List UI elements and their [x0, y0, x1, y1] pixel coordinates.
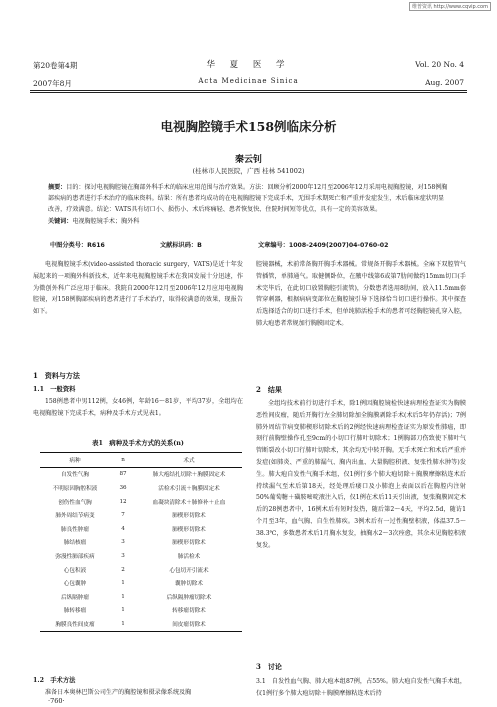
affiliation: (桂林市人民医院，广西 桂林 541002): [192, 167, 305, 175]
table-cell-procedure: 肺楔形切除术: [172, 513, 206, 520]
table-cell-n: 2: [121, 566, 125, 573]
header-rule: [30, 90, 467, 91]
abstract-text: 目的：探讨电视胸腔镜在胸部外科手术的临床应用范围与治疗效果。方法：回顾分析2000年12月至2006年12月采用电视胸腔镜，对158例胸部疾病的患者进行手术治疗的临床资料。结果：所有患者均成功的在电视胸腔镜下完成手术，无围手术期死亡和严重并发症发生，术后临床症状明显改善，疗效满意。结论：VATS具有切口小、损伤小、术后疼痛轻、患者恢复快、住院时间短等优点，具有一定的美容效果。: [48, 184, 448, 214]
clc-number: 中图分类号：R616: [50, 242, 105, 249]
table-cell-n: 1: [121, 593, 125, 600]
results-paragraph: 全组均技术前行切进行手术，除1例因胸腔镜检快速病理检查证实为胸膜恶性间皮瘤，随后开胸行左全肺切除加全胸膜剥除手术(术后5年仍存活)；7例肺外周结节病变肺楔形切除术后的2例经快速病理检查证实为原发性肺癌，即刻行前胸壁操作孔至9cm的小切口行肺叶切除术；1例胸部刀伤致使下肺叶气管断裂改小切口行肺叶切除术，其余均无中转开胸。无手术死亡和术后严重并发症(如肺炎、严重的肺漏气、胸内出血、大量胸腔积液、复张性肺水肿等)发生。肺大疱自发性气胸手术组，仅1例行多个肺大疱切除＋胸膜摩擦粘连术后持续漏气至术后第18天，经处理后瘘口及小肺泡上表面以后在胸腔内注射50%葡萄糖＋磺胺嘧啶液注入后，仅1例在术后11天引出液，复张胸膜固定术后的28例患者中，16例术后有短时发热，随后第2～4天，平均2.5d，随访1个月至3年，血气胸、自生性肺疾。3例术后有一过性胸壁积液，体温37.5～38.3℃，多数患者术后1月胸水复发，抽胸水2～3次痊愈，其余未见胸腔积液复发。: [256, 400, 466, 549]
date-cn: 2007年8月: [33, 79, 72, 88]
table-cell-procedure: 囊肿切除术: [175, 581, 203, 588]
abstract: [48, 182, 450, 227]
table-row: [40, 495, 242, 509]
table-1-caption: 表1 病种及手术方式的关系(n): [92, 439, 184, 447]
table-cell-disease: 心包囊肿: [63, 581, 87, 588]
table-row: [40, 576, 242, 590]
table-cell-n: 4: [121, 525, 125, 532]
table-row: [40, 617, 242, 631]
table-cell-disease: 肺良性肿瘤: [61, 526, 89, 533]
table-cell-procedure: 后纵隔肿瘤切除术: [166, 594, 212, 601]
keywords-label: 关键词：: [48, 217, 73, 225]
section-3-heading: 3 讨论: [256, 662, 282, 671]
table-cell-procedure: 间皮瘤切除术: [172, 621, 206, 628]
watermark: 维普资讯 http://www.cqvip.com: [409, 2, 491, 11]
right-column-top: 腔镜器械，术前常备胸开胸手术器械。常规备开胸手术器械。全麻下双腔管气管插管，单肺通气。取健侧卧位，在腋中线第6或第7肋间做约15mm切口(手术完毕后，在此切口放置胸腔引流管)，分数患者选用8肋间，放入11.5mm套管穿刺器，根据病病变部位在胸腔镜引导下选择恰当切口进行操作。其中探查后选择适合的切口进行手术，但单纯肺活检手术的患者可经胸腔镜孔穿入腔，肺大疱患者常规加行胸膜固定术。: [256, 261, 466, 327]
table-cell-procedure: 活检术引流＋胸膜固定术: [158, 485, 220, 492]
abstract-label: 摘要：: [48, 184, 67, 191]
table-row: [40, 467, 242, 481]
table-cell-n: 36: [119, 484, 127, 491]
table-cell-disease: 不明原因胸腔积液: [52, 485, 98, 492]
article-id: 文章编号：1008-2409(2007)04-0760-02: [258, 242, 389, 249]
table-cell-procedure: 肺活检术: [177, 553, 201, 560]
table-cell-procedure: 肺楔形切除术: [172, 526, 206, 533]
table-cell-procedure: 心包切开引流术: [169, 567, 209, 574]
journal-en: Acta Medicinae Sinica: [198, 77, 299, 85]
table-row: [40, 549, 242, 563]
table-cell-n: 87: [119, 471, 127, 478]
page-number: ·760·: [48, 697, 65, 705]
table-cell-n: 3: [121, 552, 125, 559]
left-column: [33, 259, 243, 318]
subsection-1-1-heading: 1.1 一般资料: [33, 386, 76, 393]
table-cell-disease: 后纵隔肿瘤: [61, 594, 89, 601]
document-code: 文献标识码：B: [160, 242, 202, 249]
table-cell-disease: 心包积液: [63, 567, 87, 574]
intro-paragraph: 电视胸腔镜手术(video-assisted thoracic surgery，VATS)是近十年发展起来的一项胸外科新技术，近年来电视胸腔镜手术在我国发展十分迅速，作为微创外科广泛应用于临床。我院自2000年12月至2006年12月应用电视胸腔镜，对158例胸部疾病的患者进行了手术治疗，取得较满意的效果，现报告如下。: [33, 261, 243, 316]
table-row: [40, 563, 242, 577]
table-row: [40, 481, 242, 495]
journal-cn: 华 夏 医 学: [206, 60, 291, 70]
table-cell-procedure: 转移瘤切除术: [172, 608, 206, 615]
table-cell-procedure: 肺大疱结扎切除＋胸膜固定术: [152, 472, 226, 479]
table-cell-n: 7: [121, 512, 125, 519]
table-row: [40, 536, 242, 550]
section-2-heading: 2 结果: [256, 385, 282, 394]
section-1-heading: 1 资料与方法: [33, 371, 80, 380]
table-cell-procedure: 肺楔形切除术: [172, 540, 206, 547]
table-cell-procedure: 血凝块清除术＋肺修补＋止血: [152, 499, 226, 506]
general-data-paragraph: 158例患者中男112例，女46例，年龄16～81岁，平均37岁，全组均在电视胸腔镜下完成手术，病种及手术方式见表1。: [33, 398, 243, 417]
volume-cn: 第20卷第4期: [33, 61, 78, 70]
table-cell-n: 1: [121, 580, 125, 587]
table-cell-n: 1: [121, 607, 125, 614]
keywords: [48, 216, 450, 227]
header-rule-2: [30, 92, 467, 93]
table-cell-disease: 弥漫性肺部疾病: [55, 553, 95, 560]
table-cell-disease: 创伤性血气胸: [58, 499, 92, 506]
table-cell-n: 3: [121, 539, 125, 546]
table-row: [40, 604, 242, 618]
discussion-paragraph: 3.1 自发性血气胸、肺大疱本组87例，占55%。肺大疱自发性气胸手术组，仅1例行多个肺大疱切除＋胸膜摩擦粘连术后持: [256, 678, 466, 697]
table-row: [40, 522, 242, 536]
table-row: [40, 590, 242, 604]
table-header-procedure: 术式: [183, 457, 195, 464]
table-cell-disease: 肺转移瘤: [63, 608, 87, 615]
table-cell-disease: 肺结核瘤: [63, 540, 87, 547]
table-cell-disease: 胸膜良性间皮瘤: [55, 621, 95, 628]
author: 秦云钊: [234, 155, 262, 165]
table-cell-disease: 自发性气胸: [61, 472, 89, 479]
table-1: [40, 452, 242, 632]
table-row: [40, 508, 242, 522]
table-cell-disease: 肺外周结节病变: [55, 513, 95, 520]
volume-en: Vol. 20 No. 4: [415, 60, 464, 69]
date-en: Aug. 2007: [425, 78, 464, 87]
subsection-1-2-heading: 1.2 手术方法: [33, 677, 76, 684]
table-header-disease: 病种: [69, 457, 81, 464]
table-header-n: n: [121, 456, 125, 463]
table-cell-n: 1: [121, 620, 125, 627]
article-title: 电视胸腔镜手术158例临床分析: [160, 119, 337, 134]
keywords-text: 电视胸腔镜手术；胸外科: [72, 217, 140, 225]
surgery-method-paragraph: 准备日本奥林巴斯公司生产的胸腔镜和摄录像系统及胸: [45, 689, 192, 696]
table-cell-n: 12: [119, 498, 127, 505]
